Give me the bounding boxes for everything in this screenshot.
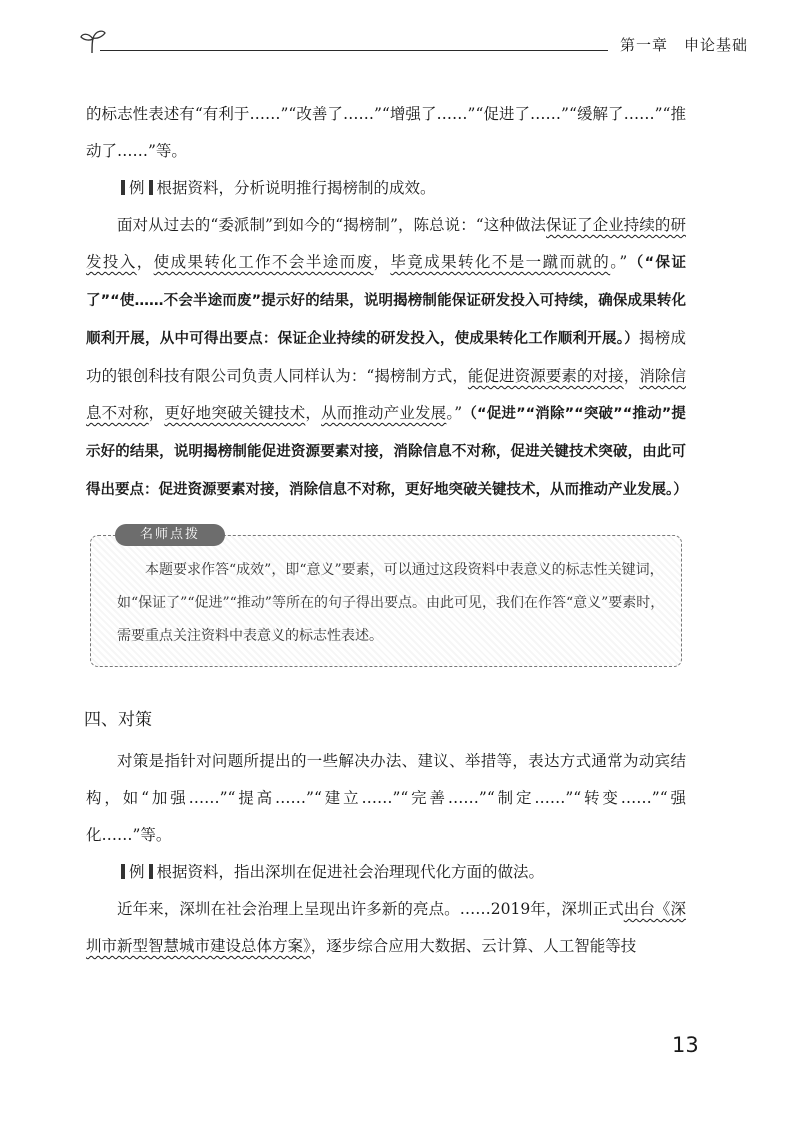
section-heading: 四、对策	[84, 710, 152, 730]
underlined-phrase: 从而推动产业发展	[321, 404, 447, 422]
header-divider	[100, 50, 608, 51]
example-tag-bar-right	[149, 864, 153, 879]
underlined-phrase: 毕竟成果转化不是一蹴而就的	[390, 253, 611, 271]
material-paragraph-c	[86, 891, 686, 965]
text-run: 。”	[610, 253, 628, 271]
section-definition: 对策是指针对问题所提出的一些解决办法、建议、举措等，表达方式通常为动宾结构，如“加强……”“提高……”“建立……”“完善……”“制定……”“转变……”“强化……”等。	[86, 752, 686, 844]
underlined-phrase: 出台《深圳市新型智慧城市建设总体方案》	[86, 900, 686, 955]
text-run: 。”	[446, 404, 463, 422]
example-tag-bar-left	[121, 180, 125, 195]
underlined-phrase: 保证了企业持续的研发投入	[86, 216, 686, 271]
example-tag: 例	[129, 863, 145, 881]
underlined-phrase: 更好地突破关键技术	[164, 404, 306, 422]
teacher-tip-box	[90, 527, 682, 667]
page-body	[86, 96, 686, 965]
sprout-icon	[78, 26, 108, 56]
example-tag: 例	[129, 179, 145, 197]
page-header	[78, 26, 749, 60]
text-run: 面对从过去的“委派制”到如今的“揭榜制”，陈总说：“这种做法	[117, 216, 546, 234]
text-run: ，	[623, 367, 640, 385]
teacher-tip-badge: 名师点拨	[115, 524, 225, 546]
intro-paragraph: 的标志性表述有“有利于……”“改善了……”“增强了……”“促进了……”“缓解了……”“推动了……”等。	[86, 105, 686, 160]
text-run: ，逐步综合应用大数据、云计算、人工智能等技	[310, 937, 637, 955]
chapter-title: 第一章 申论基础	[620, 36, 749, 54]
example-question-2	[86, 854, 686, 891]
text-run: ，	[373, 253, 391, 271]
underlined-phrase: 消除信息不对称	[86, 367, 686, 422]
example-question-text: 根据资料，指出深圳在促进社会治理现代化方面的做法。	[156, 863, 545, 881]
analysis-note: （“保证了”“使……不会半途而废”提示好的结果，说明揭榜制能保证研发投入可持续，确保成果转化顺利开展，从中可得出要点：保证企业持续的研发投入，使成果转化工作顺利开展。）	[86, 255, 686, 347]
teacher-tip-text	[117, 554, 665, 653]
text-run: ，	[136, 253, 154, 271]
example-question	[86, 170, 686, 207]
text-run: 揭榜成功的银创科技有限公司负责人同样认为：“揭榜制方式，	[86, 329, 686, 385]
material-paragraph-a	[86, 207, 686, 509]
example-tag-bar-right	[149, 180, 153, 195]
analysis-note: （“促进”“消除”“突破”“推动”提示好的结果，说明揭榜制能促进资源要素对接，消除信息不对称，促进关键技术突破，由此可得出要点：促进资源要素对接，消除信息不对称，更好地突破关键技术，从而推动产业发展。）	[86, 406, 688, 498]
text-run: 近年来，深圳在社会治理上呈现出许多新的亮点。……2019年，深圳正式	[117, 900, 624, 918]
text-run: ，	[305, 404, 322, 422]
example-question-text: 根据资料，分析说明推行揭榜制的成效。	[156, 179, 436, 197]
page-number: 13	[672, 1033, 699, 1057]
teacher-tip-content: 本题要求作答“成效”，即“意义”要素，可以通过这段资料中表意义的标志性关键词，如“保证了”“促进”“推动”等所在的句子得出要点。由此可见，我们在作答“意义”要素时，需要重点关注资料中表意义的标志性表述。	[117, 562, 665, 644]
underlined-phrase: 使成果转化工作不会半途而废	[153, 253, 374, 271]
example-tag-bar-left	[121, 864, 125, 879]
text-run: ，	[148, 404, 165, 422]
underlined-phrase: 能促进资源要素的对接	[467, 367, 624, 385]
